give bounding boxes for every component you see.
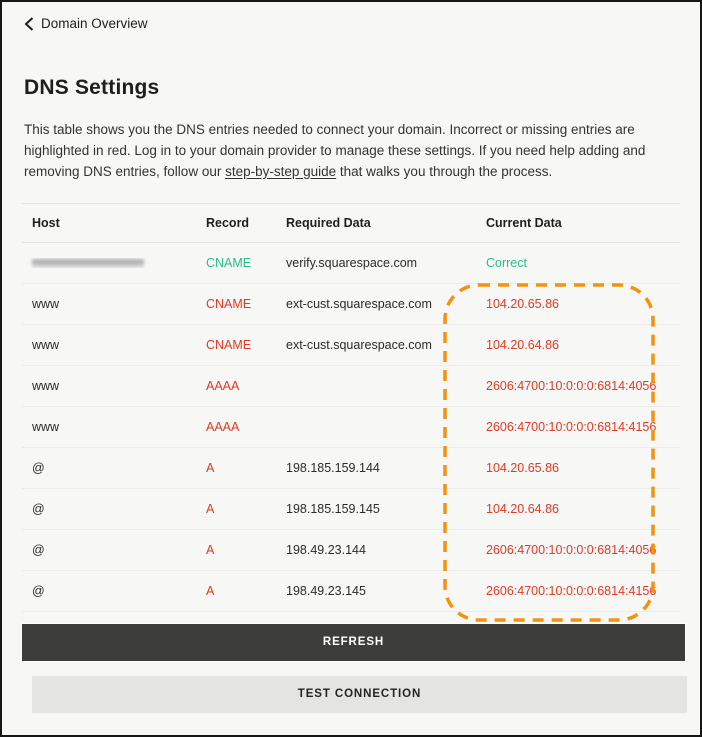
table-row bbox=[22, 284, 680, 325]
cell-required-data: 198.49.23.144 bbox=[286, 542, 366, 557]
chevron-left-icon bbox=[24, 17, 34, 31]
refresh-button[interactable]: REFRESH bbox=[22, 624, 685, 661]
cell-record: AAAA bbox=[206, 378, 240, 393]
cell-required-data: 198.49.23.145 bbox=[286, 583, 366, 598]
cell-record: CNAME bbox=[206, 337, 252, 352]
cell-host: @ bbox=[32, 460, 45, 475]
cell-required-data: verify.squarespace.com bbox=[286, 255, 418, 270]
cell-record: A bbox=[206, 542, 215, 557]
back-label: Domain Overview bbox=[41, 16, 148, 31]
cell-host: www bbox=[32, 337, 60, 352]
step-by-step-guide-link[interactable]: step-by-step guide bbox=[225, 163, 337, 179]
cell-required-data: 198.185.159.145 bbox=[286, 501, 380, 516]
column-header-host: Host bbox=[32, 215, 60, 230]
table-row bbox=[22, 448, 680, 489]
cell-record: CNAME bbox=[206, 296, 252, 311]
table-row bbox=[22, 489, 680, 530]
cell-current-data: 104.20.64.86 bbox=[486, 501, 559, 516]
table-row bbox=[22, 325, 680, 366]
cell-current-data: Correct bbox=[486, 255, 527, 270]
cell-current-data: 104.20.65.86 bbox=[486, 460, 559, 475]
cell-record: A bbox=[206, 583, 215, 598]
page-title: DNS Settings bbox=[24, 75, 160, 99]
page-description bbox=[24, 119, 683, 182]
cell-current-data: 2606:4700:10:0:0:0:6814:4156 bbox=[486, 419, 657, 434]
cell-host: www bbox=[32, 296, 60, 311]
dns-table bbox=[22, 203, 680, 612]
table-body bbox=[22, 243, 680, 612]
column-header-current-data: Current Data bbox=[486, 215, 562, 230]
cell-host: www bbox=[32, 419, 60, 434]
cell-current-data: 2606:4700:10:0:0:0:6814:4056 bbox=[486, 378, 657, 393]
cell-required-data: 198.185.159.144 bbox=[286, 460, 380, 475]
top-bar bbox=[2, 2, 700, 36]
cell-required-data: ext-cust.squarespace.com bbox=[286, 296, 432, 311]
cell-record: A bbox=[206, 460, 215, 475]
cell-current-data: 104.20.65.86 bbox=[486, 296, 559, 311]
cell-required-data: ext-cust.squarespace.com bbox=[286, 337, 432, 352]
table-row bbox=[22, 530, 680, 571]
column-header-required-data: Required Data bbox=[286, 215, 371, 230]
cell-record: A bbox=[206, 501, 215, 516]
cell-host: www bbox=[32, 378, 60, 393]
test-connection-button[interactable]: TEST CONNECTION bbox=[32, 676, 687, 713]
cell-current-data: 2606:4700:10:0:0:0:6814:4156 bbox=[486, 583, 657, 598]
cell-host: @ bbox=[32, 501, 45, 516]
cell-current-data: 2606:4700:10:0:0:0:6814:4056 bbox=[486, 542, 657, 557]
description-text-1: This table shows you the DNS entries needed to connect your domain. Incorrect or missing entries are highlighted in red. Log in to your domain provider to manage these settings. If you need help adding and removing DNS entries, follow our bbox=[24, 121, 646, 179]
table-row bbox=[22, 243, 680, 284]
table-header-row bbox=[22, 203, 680, 243]
cell-current-data: 104.20.64.86 bbox=[486, 337, 559, 352]
redacted-host-value bbox=[32, 258, 144, 268]
column-header-record: Record bbox=[206, 215, 250, 230]
cell-record: CNAME bbox=[206, 255, 252, 270]
description-text-2: that walks you through the process. bbox=[336, 163, 553, 179]
table-row bbox=[22, 571, 680, 612]
cell-host bbox=[22, 258, 196, 268]
cell-host: @ bbox=[32, 583, 45, 598]
table-row bbox=[22, 366, 680, 407]
cell-record: AAAA bbox=[206, 419, 240, 434]
back-button[interactable] bbox=[24, 16, 148, 31]
table-row bbox=[22, 407, 680, 448]
cell-host: @ bbox=[32, 542, 45, 557]
